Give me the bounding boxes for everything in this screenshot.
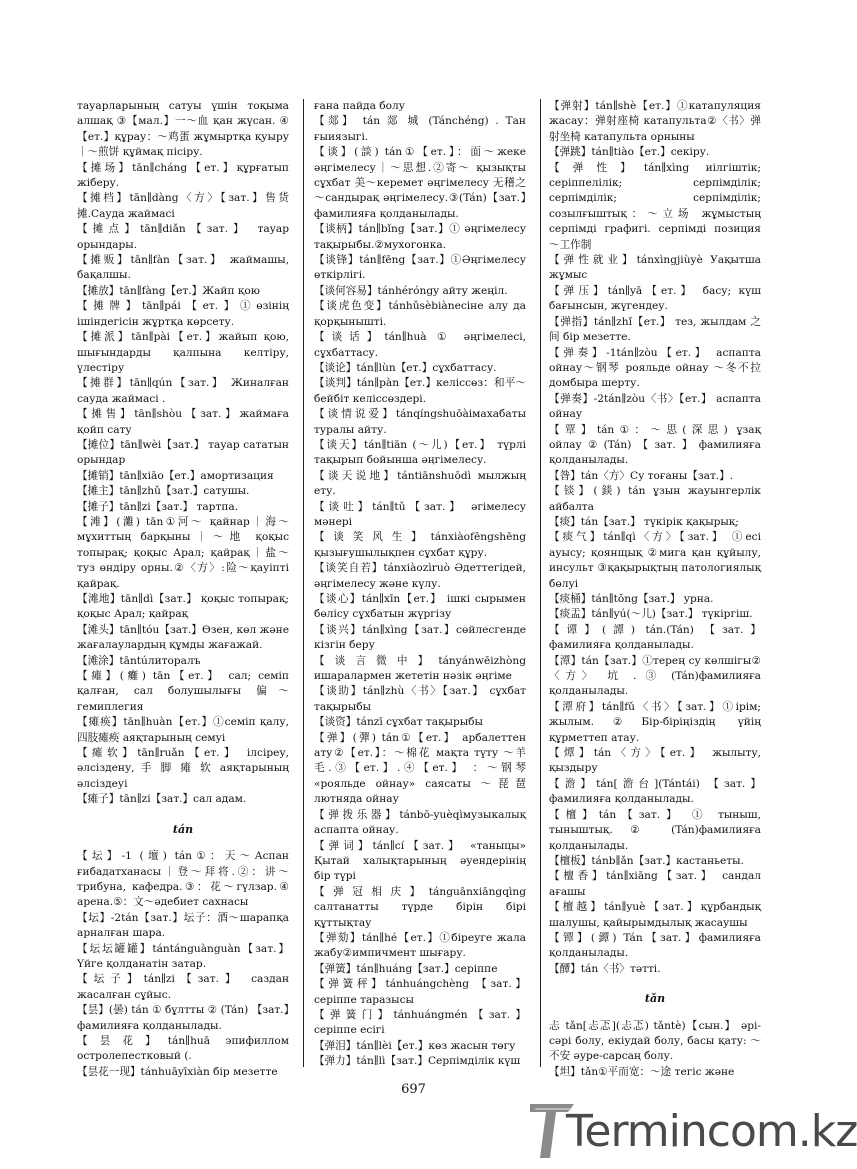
- dictionary-entry: 【檀越】tán∥yuè【зат.】құрбандық шалушы, қайырымдылық жасаушы: [549, 901, 761, 929]
- dictionary-entry: 【谈柄】tán∥bǐng【зат.】① әңгімелесу тақырыбы.②мухогонка.: [314, 223, 526, 251]
- dictionary-entry: 【昙花一现】tánhuāyīxiàn бір мезетте: [77, 1065, 278, 1078]
- dictionary-entry: 【摊点】tān∥diǎn【зат.】 тауар орындары.: [77, 223, 289, 251]
- dictionary-entry: 【滩头】tān∥tóu【зат.】Өзен, көл және жағалаулардың құмды жағажай.: [77, 623, 289, 652]
- dictionary-entry: 【谈兴】tán∥xìng【зат.】сөйлесгенде кізгін беру: [314, 623, 526, 652]
- dictionary-entry: 【檀板】tánb∥ǎn【зат.】кастаньеты.: [549, 854, 744, 867]
- watermark-logo-text: Termincom.kz: [566, 1106, 857, 1157]
- dictionary-entry: 【坛子】tán∥zi【зат.】 саздан жасалған сұйыс.: [77, 973, 289, 1001]
- dictionary-entry: 【谈情说爱】tánqíngshuōàiмахабаты туралы айту.: [314, 408, 526, 436]
- dictionary-entry: 【瘫痪】tān∥huàn【ет.】①семіп қалу, 四肢瘫痪 аяқтарының семуі: [77, 716, 289, 744]
- dictionary-entry: 【谈笑自若】tánxiàozìruò Әдеттегідей, әңгімелесу және күлу.: [314, 562, 526, 590]
- dictionary-entry: 【弹簧门】tánhuángmén【зат.】 серіппе есігі: [314, 1008, 526, 1037]
- dictionary-entry: 【弹跳】tán∥tiào【ет.】секіру.: [549, 146, 710, 159]
- dictionary-entry: 【弹】(彈) tán①【ет.】 арбалеттен ату②【ет.】：～棉花 мақта түту ～羊毛.③【ет.】.④【ет.】 ：～钢琴 «рояльде ойнау» саясаты ～琵琶 лютняда ойнау: [314, 731, 526, 806]
- dictionary-column-2: [314, 99, 526, 1070]
- dictionary-entry: 【谈论】tán∥lùn【ет.】сұхбаттасу.: [314, 361, 497, 374]
- dictionary-entry: 【谈话】tán∥huà ① әңгімелесі, сұхбаттасу.: [314, 331, 526, 359]
- dictionary-entry: 【弹簧秤】tánhuángchèng 【зат.】 серіппе таразысы: [314, 978, 526, 1006]
- dictionary-entry: 【痰盂】tán∥yú(～儿)【зат.】 түкіргіш.: [549, 608, 753, 621]
- dictionary-entry: 【昙】(曇) tán ① бұлтты ② (Tán) 【зат.】фамилияға қолданылады.: [77, 1004, 289, 1032]
- column-divider: [303, 99, 304, 1067]
- dictionary-entry: 【昝】tán〈方〉Су тоғаны【зат.】.: [549, 469, 734, 482]
- dictionary-entry: 【谈天说地】tántiānshuōdì мылжың ету.: [314, 469, 526, 498]
- dictionary-entry: 【坦】tǎn①平而宽：～途 тегіс және: [549, 1065, 735, 1078]
- dictionary-entry: 【谈天】tán∥tiān (～儿)【ет.】 түрлі тақырып бойынша әңгімелесу.: [314, 438, 526, 467]
- dictionary-column-1: [77, 99, 289, 1080]
- dictionary-entry: 【摊放】tān∥fàng【ет.】Жайп қою: [77, 284, 260, 297]
- dictionary-entry: 【昙花】tán∥huā эпифиллом остролепестковый (.: [77, 1034, 289, 1063]
- dictionary-entry: 【弹性】tán∥xìng иілгіштік; серіппелілік; серпімділік; серпімділік; серпімділік; созылғыштық：～立场 жұмыстың серпімді графигі. серпімді позиция ～工作制: [549, 161, 761, 251]
- dictionary-entry: 【痰气】tán∥qì〈方〉【зат.】 ①есі ауысу; қоянщық ②мига қан құйылу, инсульт ③қақырықтың патологиялық бөлуі: [549, 531, 761, 590]
- dictionary-entry: 【弹簧】tán∥huáng【зат.】серіппе: [314, 962, 498, 975]
- dictionary-entry: 【摊销】tān∥xiāo【ет.】амортизация: [77, 469, 274, 482]
- dictionary-entry: 【摊牌】tān∥pái【ет.】①өзінің ішіндегісін жұртқа көрсету.: [77, 300, 289, 328]
- dictionary-entry: ғана пайда болу: [314, 100, 405, 112]
- dictionary-entry: 【谈锋】tán∥fēng【зат.】①Әңгімелесу өткірлігі.: [314, 254, 526, 282]
- dictionary-entry: 【谈助】tán∥zhù〈书〉【зат.】 сұхбат тақырыбы: [314, 685, 526, 713]
- dictionary-entry: 【谭】(譚) tán.(Tán) 【зат.】 фамилияға қолданылады.: [549, 623, 761, 652]
- dictionary-entry: 【谈虎色变】tánhǔsèbiànесіне алу да қорқыныштi.: [314, 300, 526, 328]
- dictionary-entry: 【谈判】tán∥pàn【ет.】келіссөз：和平～бейбіт келіссөздері.: [314, 377, 526, 405]
- dictionary-entry: 【谈何容易】tánhéróngy айту жеңіл.: [314, 284, 508, 297]
- dictionary-entry: 【弹射】tán∥shè【ет.】①катапуляция жасау：弹射座椅 катапульта②〈书〉弹射坐椅 катапульта орныны: [549, 100, 761, 143]
- dictionary-entry: 【弹词】tán∥cí【зат.】 «таныцы» Қытай халықтарының әуендерінің бір түрі: [314, 839, 526, 883]
- dictionary-entry: 【摊售】tān∥shòu【зат.】жаймаға қойп сату: [77, 408, 289, 436]
- dictionary-entry: 【弹性就业】tánxìngjiùyè Уақытша жұмыс: [549, 254, 761, 282]
- dictionary-entry: 【摊贩】tān∥fàn【зат.】 жаймашы, бақалшы.: [77, 254, 289, 282]
- dictionary-entry: 【燂】tán〈方〉【ет.】 жылыту, қыздыру: [549, 747, 761, 775]
- dictionary-entry: 【坛坛罐罐】tántánguànguàn【зат.】 Үйге қолданатін затар.: [77, 942, 289, 970]
- dictionary-entry: 【摊派】tān∥pài【ет.】жайып қою, шығындарды қалпына келтіру, үлестіру: [77, 331, 289, 374]
- dictionary-entry: 【弹冠相庆】tánguānxiāngqìng салтанатты түрде бірін бірі құттықтау: [314, 885, 526, 929]
- dictionary-entry: 【覃】tán①：～思(深思) ұзақ ойлау②(Tán)【зат.】фамилияға қолданылады.: [549, 423, 761, 467]
- dictionary-entry: 【坛】-2tán【зат.】坛子：酒～шарапқа арналған шара.: [77, 911, 289, 940]
- dictionary-entry: 【潭】tán【зат.】①терең су көлшігы②〈方〉 坑 . ③ (Tán)фамилияға қолданылады.: [549, 654, 761, 698]
- dictionary-entry: 【谈言微中】tányánwēizhòng ишаралармен жететін нәзік әңгіме: [314, 654, 526, 683]
- dictionary-entry: 【摊子】tān∥zi【зат.】 тартпа.: [77, 500, 239, 513]
- dictionary-entry: 【潭府】tán∥fǔ〈书〉【зат.】①ірім; жылым.②Бір-біріңіздің үйің құрметтеп атау.: [549, 700, 761, 744]
- dictionary-entry: 【澹】tán[澹台](Tántái) 【зат.】 фамилияға қолданылады.: [549, 777, 761, 806]
- dictionary-entry: 【摊场】tān∥cháng【ет.】құрғатып жіберу.: [77, 161, 289, 190]
- dictionary-entry: 【弹压】tán∥yā【ет.】 басу; күш бағынсын, жүгендеу.: [549, 284, 761, 313]
- dictionary-entry: 【瘫子】tān∥zi【зат.】сал адам.: [77, 793, 247, 806]
- dictionary-column-3: [549, 99, 761, 1080]
- dictionary-entry: 【弹劾】tán∥hé【ет.】①біреуге жала жабу②импичмент шығару.: [314, 931, 526, 960]
- dictionary-entry: 【檀】tán【зат.】 ① тыныш, тыныштық. ② (Tán)фамилияға қолданылады.: [549, 808, 761, 852]
- dictionary-entry: 【弹指】tán∥zhǐ【ет.】 тез, жылдам 之间 бір мезетте.: [549, 315, 761, 344]
- dictionary-entry: 【谈心】tán∥xīn【ет.】 ішкі сырымен бөлісу сұхбатын жүргізу: [314, 593, 526, 621]
- dictionary-entry: 【瘫软】tān∥ruǎn【ет.】 ілсірeу, әлсіздену, 手 脚 瘫 软 аяқтарының әлсіздеуі: [77, 747, 289, 790]
- dictionary-entry: 【滩涂】tāntúлиторалъ: [77, 654, 201, 667]
- dictionary-entry: 【谈笑风生】tánxiàofēngshēng қызығушылықпен сұхбат құру.: [314, 531, 526, 559]
- dictionary-entry: 【瘫】(癱) tān【ет.】 сал; семіп қалған, сал болушылығы 偏～ гемиплегия: [77, 670, 289, 713]
- dictionary-entry: 【坛】-1 (壇) tán①：天～Аспан ғибадатханасы｜登～拜将.②：讲～трибуна, кафедра.③：花～гүлзар.④ арена.⑤：文～әдебиет сахнасы: [77, 850, 289, 909]
- dictionary-entry: 【谈吐】tán∥tǔ【зат.】 әгімелесу мәнері: [314, 500, 526, 528]
- dictionary-entry: 【锬】(錟) tán ұзын жауынгерлік айбалта: [549, 485, 761, 513]
- column-divider: [540, 99, 541, 1067]
- dictionary-entry: 【痰桶】tán∥tǒng【зат.】 урна.: [549, 593, 714, 605]
- dictionary-entry: 【摊档】tān∥dàng〈方〉【зат.】售货摊.Сауда жаймасі: [77, 192, 289, 220]
- dictionary-entry: 【镡】(鐔) Tán【зат.】фамилияға қолданылады.: [549, 931, 761, 960]
- dictionary-entry: 【谈资】tánzī сұхбат тақырыбы: [314, 716, 483, 729]
- dictionary-entry: 忐 tǎn[忐忑](忐忑) tǎntè)【сын.】 әрі-сәрі болу, екіудай болу, басы қату: ～不安 әуре-сарсаң болу.: [549, 1019, 761, 1063]
- dictionary-entry: 【滩地】tān∥dì【зат.】 қоқыс топырақ; қоқыс Арал; қайрақ: [77, 593, 289, 621]
- section-heading-tan: tán: [172, 822, 194, 836]
- dictionary-entry: 【摊群】tān∥qún【зат.】 Жиналған сауда жаймасі .: [77, 377, 289, 405]
- dictionary-entry: 【醰】tán〈书〉тәтті.: [549, 962, 661, 975]
- dictionary-entry: 【弹奏】-2tán∥zòu〈书〉【ет.】 аспапта ойнау: [549, 392, 761, 421]
- dictionary-entry: 【滩】(灘) tān①河～ қайнар｜海～ мұхиттың барқыны｜～地 қоқыс топырақ; қоқыс Арал; қайрақ｜盐～туз өндіру орны.②〈方〉:险～қауіпті қайрақ.: [77, 515, 289, 590]
- dictionary-entry: тауарларының сатуы үшін тоқыма алшақ ③【мал.】一～血 қан жүсан. ④【ет.】құрау：～鸡蛋 жұмыртқа қуыру｜～煎饼 құймақ пісіру.: [77, 100, 289, 159]
- dictionary-entry: 【谈】(談) tán①【ет.】：面～жеке әңгімелесу｜～思想.②寄～ қызықты сұхбат 美～керемет әңгімелесу 无稽之～сандырақ әңгімелесу.③(Tán)【зат.】фамилияға қолданылады.: [314, 146, 526, 220]
- dictionary-entry: 【郯】 tán 郯 城 (Tánchéng) . Тан ғыиязыгі.: [314, 115, 526, 143]
- dictionary-entry: 【摊位】tān∥wèi【зат.】 тауар сататын орындар: [77, 438, 289, 467]
- page-number: 697: [401, 1082, 426, 1097]
- dictionary-entry: 【摊主】tān∥zhǔ【зат.】сатушы.: [77, 485, 250, 498]
- dictionary-entry: 【檀香】tán∥xiāng【зат.】 сандал ағашы: [549, 870, 761, 898]
- dictionary-entry: 【弹力】tán∥lì【зат.】Серпімділік күш: [314, 1055, 521, 1068]
- dictionary-entry: 【弹拨乐器】tánbō-yuèqìмузыкалық аспапта ойнау.: [314, 808, 526, 837]
- section-heading-tan-third-tone: tǎn: [644, 992, 666, 1006]
- dictionary-entry: 【痰】tán【зат.】 түкірік қақырық;: [549, 515, 739, 528]
- dictionary-entry: 【弹奏】-1tán∥zòu【ет.】 аспапта ойнау～钢琴 рояльде ойнау ～冬不拉 домбыра шерту.: [549, 346, 761, 390]
- dictionary-entry: 【弹泪】tán∥lèi【ет.】көз жасын төгу: [314, 1039, 516, 1052]
